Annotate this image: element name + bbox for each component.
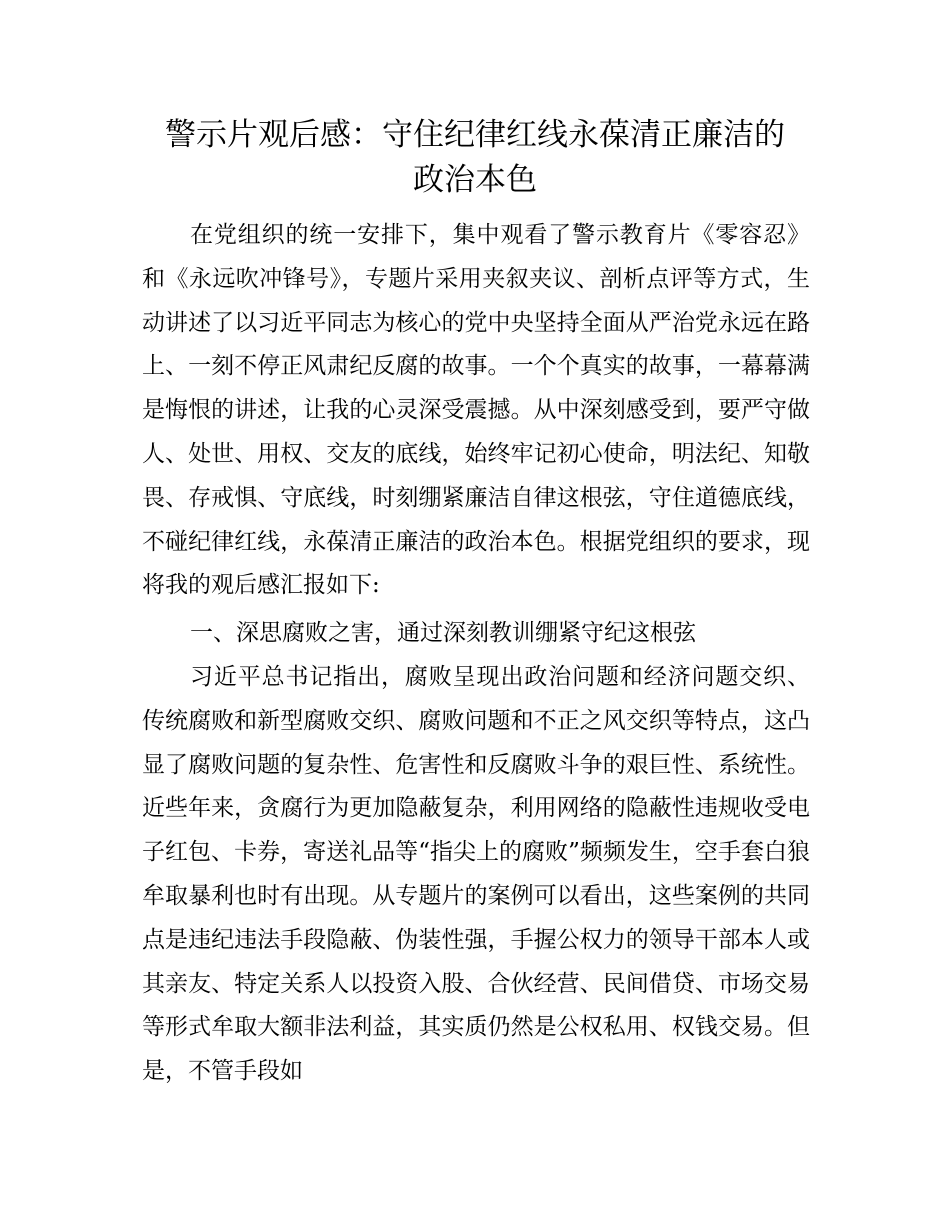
section-heading-text: 一、深思腐败之害，通过深刻教训绷紧守纪这根弦	[190, 620, 696, 646]
body-paragraph-2	[142, 656, 810, 1094]
document-title-line-1: 警示片观后感：守住纪律红线永葆清正廉洁的	[165, 117, 785, 153]
paragraph-text: 习近平总书记指出，腐败呈现出政治问题和经济问题交织、传统腐败和新型腐败交织、腐败问题和不正之风交织等特点，这凸显了腐败问题的复杂性、危害性和反腐败斗争的艰巨性、系统性。近些年来，贪腐行为更加隐蔽复杂，利用网络的隐蔽性违规收受电子红包、卡券，寄送礼品等“指尖上的腐败”频频发生，空手套白狼牟取暴利也时有出现。从专题片的案例可以看出，这些案例的共同点是违纪违法手段隐蔽、伪装性强，手握公权力的领导干部本人或其亲友、特定关系人以投资入股、合伙经营、民间借贷、市场交易等形式牟取大额非法利益，其实质仍然是公权私用、权钱交易。但是，不管手段如	[142, 664, 810, 1085]
section-heading-1	[142, 612, 810, 656]
paragraph-text: 在党组织的统一安排下，集中观看了警示教育片《零容忍》和《永远吹冲锋号》，专题片采用夹叙夹议、剖析点评等方式，生动讲述了以习近平同志为核心的党中央坚持全面从严治党永远在路上、一刻不停正风肃纪反腐的故事。一个个真实的故事，一幕幕满是悔恨的讲述，让我的心灵深受震撼。从中深刻感受到，要严守做人、处世、用权、交友的底线，始终牢记初心使命，明法纪、知敬畏、存戒惧、守底线，时刻绷紧廉洁自律这根弦，守住道德底线，不碰纪律红线，永葆清正廉洁的政治本色。根据党组织的要求，现将我的观后感汇报如下:	[142, 222, 810, 599]
document-title-line-2: 政治本色	[413, 162, 537, 198]
body-paragraph-1	[142, 214, 810, 608]
